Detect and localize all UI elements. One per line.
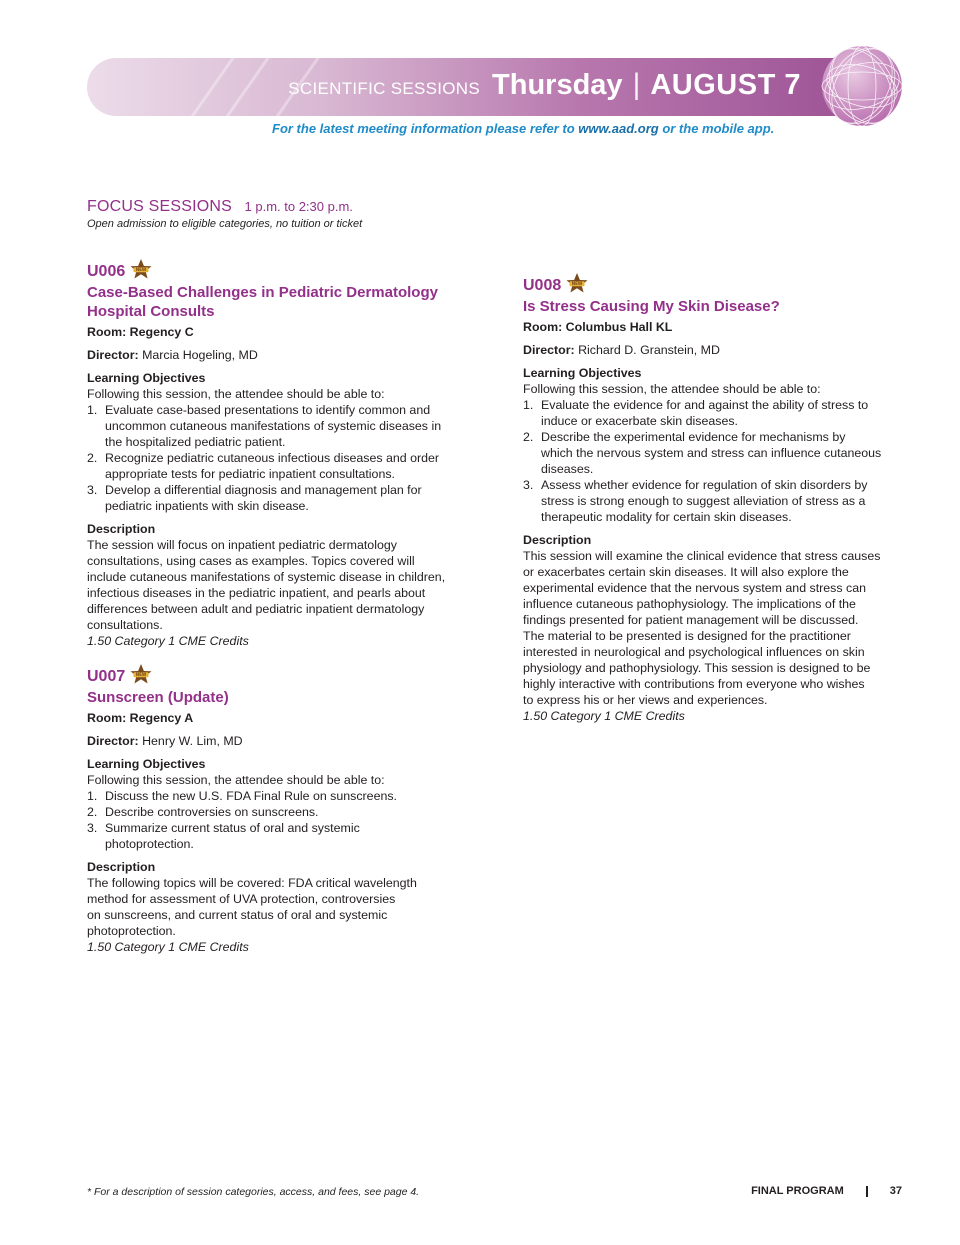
focus-sessions-note: Open admission to eligible categories, no tuition or ticket (87, 218, 363, 230)
footer-note: * For a description of session categories, access, and fees, see page 4. (87, 1186, 420, 1198)
objectives-intro: Following this session, the attendee should be able to: (523, 382, 821, 396)
cme-credits: 1.50 Category 1 CME Credits (87, 634, 249, 648)
objective-item: 2. Describe the experimental evidence for mechanisms by which the nervous system and stress can influence cutaneous diseases. (523, 430, 882, 476)
session-code: U008 (523, 277, 562, 294)
session-title: Is Stress Causing My Skin Disease? (523, 298, 780, 315)
badge-label: NEW (136, 267, 147, 272)
description-text: This session will examine the clinical evidence that stress causes or exacerbates certain skin diseases. It will also explore the experimental evidence that the nervous system and stress can influence cutaneous pathophysiology. The implications of the findings presented for patient management will be discussed. The material to be presented is designed for the practitioner interested in neurological and psychological influences on skin physiology and pathophysiology. This session is designed to be highly interactive with contributions from everyone who wishes to express his or her views and experiences. (523, 549, 881, 707)
description-text: The following topics will be covered: FDA critical wavelength method for assessment of UVA protection, controversies on sunscreens, and current status of oral and systemic photoprotection. (87, 876, 417, 938)
session-title: Sunscreen (Update) (87, 689, 229, 706)
objectives-intro: Following this session, the attendee should be able to: (87, 387, 385, 401)
focus-sessions-time: 1 p.m. to 2:30 p.m. (244, 199, 353, 214)
section-label: SCIENTIFIC SESSIONS (288, 79, 481, 98)
info-suffix: or the mobile app. (658, 121, 775, 136)
page-number: 37 (889, 1185, 902, 1197)
title-divider: | (632, 68, 641, 101)
badge-label: NEW (136, 672, 147, 677)
objective-item: 1. Discuss the new U.S. FDA Final Rule on sunscreens. (87, 789, 397, 803)
session-director: Director: Richard D. Granstein, MD (523, 343, 720, 357)
session-director: Director: Henry W. Lim, MD (87, 734, 243, 748)
session-director: Director: Marcia Hogeling, MD (87, 348, 258, 362)
objective-item: 3. Summarize current status of oral and systemic photoprotection. (87, 821, 360, 851)
session-code: U006 (87, 263, 126, 280)
session-room: Room: Regency C (87, 325, 194, 339)
session-u006 (87, 262, 467, 649)
objectives-heading: Learning Objectives (523, 366, 642, 380)
description-text: The session will focus on inpatient pediatric dermatology consultations, using cases as examples. Topics covered will include cutaneous manifestations of systemic disease in children, infectious diseases in the pediatric inpatient, and pearls about differences between adult and pediatric inpatient dermatology consultations. (87, 538, 446, 632)
session-u007 (87, 667, 467, 955)
description-heading: Description (523, 533, 592, 547)
info-prefix: For the latest meeting information please refer to (272, 121, 579, 136)
badge-label: NEW (572, 281, 583, 286)
objective-item: 2. Describe controversies on sunscreens. (87, 805, 319, 819)
objectives-list (523, 397, 913, 525)
objective-item: 3. Assess whether evidence for regulation of skin disorders by stress is strong enough to suggest alleviation of stress as a therapeutic modality for certain skin diseases. (523, 478, 868, 524)
cme-credits: 1.50 Category 1 CME Credits (87, 940, 249, 954)
objectives-heading: Learning Objectives (87, 371, 206, 385)
objective-item: 1. Evaluate case-based presentations to identify common and uncommon cutaneous manifestations of systemic diseases in the hospitalized pediatric patient. (87, 403, 442, 449)
session-room: Room: Regency A (87, 711, 194, 725)
focus-sessions-title: FOCUS SESSIONS (87, 198, 233, 215)
session-title: Case-Based Challenges in Pediatric Dermatology Hospital Consults (87, 284, 438, 320)
objective-item: 1. Evaluate the evidence for and against the ability of stress to induce or exacerbate skin diseases. (523, 398, 869, 428)
focus-sessions-header (87, 198, 362, 230)
day-label: Thursday (492, 69, 623, 101)
session-u008 (523, 276, 913, 724)
new-star-badge-icon (129, 258, 153, 282)
new-star-badge-icon (565, 272, 589, 296)
objectives-heading: Learning Objectives (87, 757, 206, 771)
cme-credits: 1.50 Category 1 CME Credits (523, 709, 685, 723)
banner-streak (181, 58, 235, 116)
objectives-list (87, 402, 467, 514)
description-heading: Description (87, 860, 156, 874)
objective-item: 3. Develop a differential diagnosis and management plan for pediatric inpatients with skin disease. (87, 483, 422, 513)
date-label: AUGUST 7 (650, 69, 801, 101)
aad-website-link[interactable]: www.aad.org (578, 121, 659, 136)
program-label: FINAL PROGRAM (751, 1185, 844, 1197)
objective-item: 2. Recognize pediatric cutaneous infectious diseases and order appropriate tests for pediatric inpatient consultations. (87, 451, 440, 481)
banner-title (288, 68, 801, 102)
header-banner (87, 58, 887, 116)
globe-logo-icon (820, 44, 904, 128)
meeting-info-line (272, 121, 774, 136)
objectives-list (87, 788, 467, 852)
objectives-intro: Following this session, the attendee should be able to: (87, 773, 385, 787)
description-heading: Description (87, 522, 156, 536)
new-star-badge-icon (129, 663, 153, 687)
footer-divider (866, 1186, 868, 1197)
footer-page-info (751, 1185, 902, 1197)
session-room: Room: Columbus Hall KL (523, 320, 673, 334)
session-code: U007 (87, 668, 126, 685)
